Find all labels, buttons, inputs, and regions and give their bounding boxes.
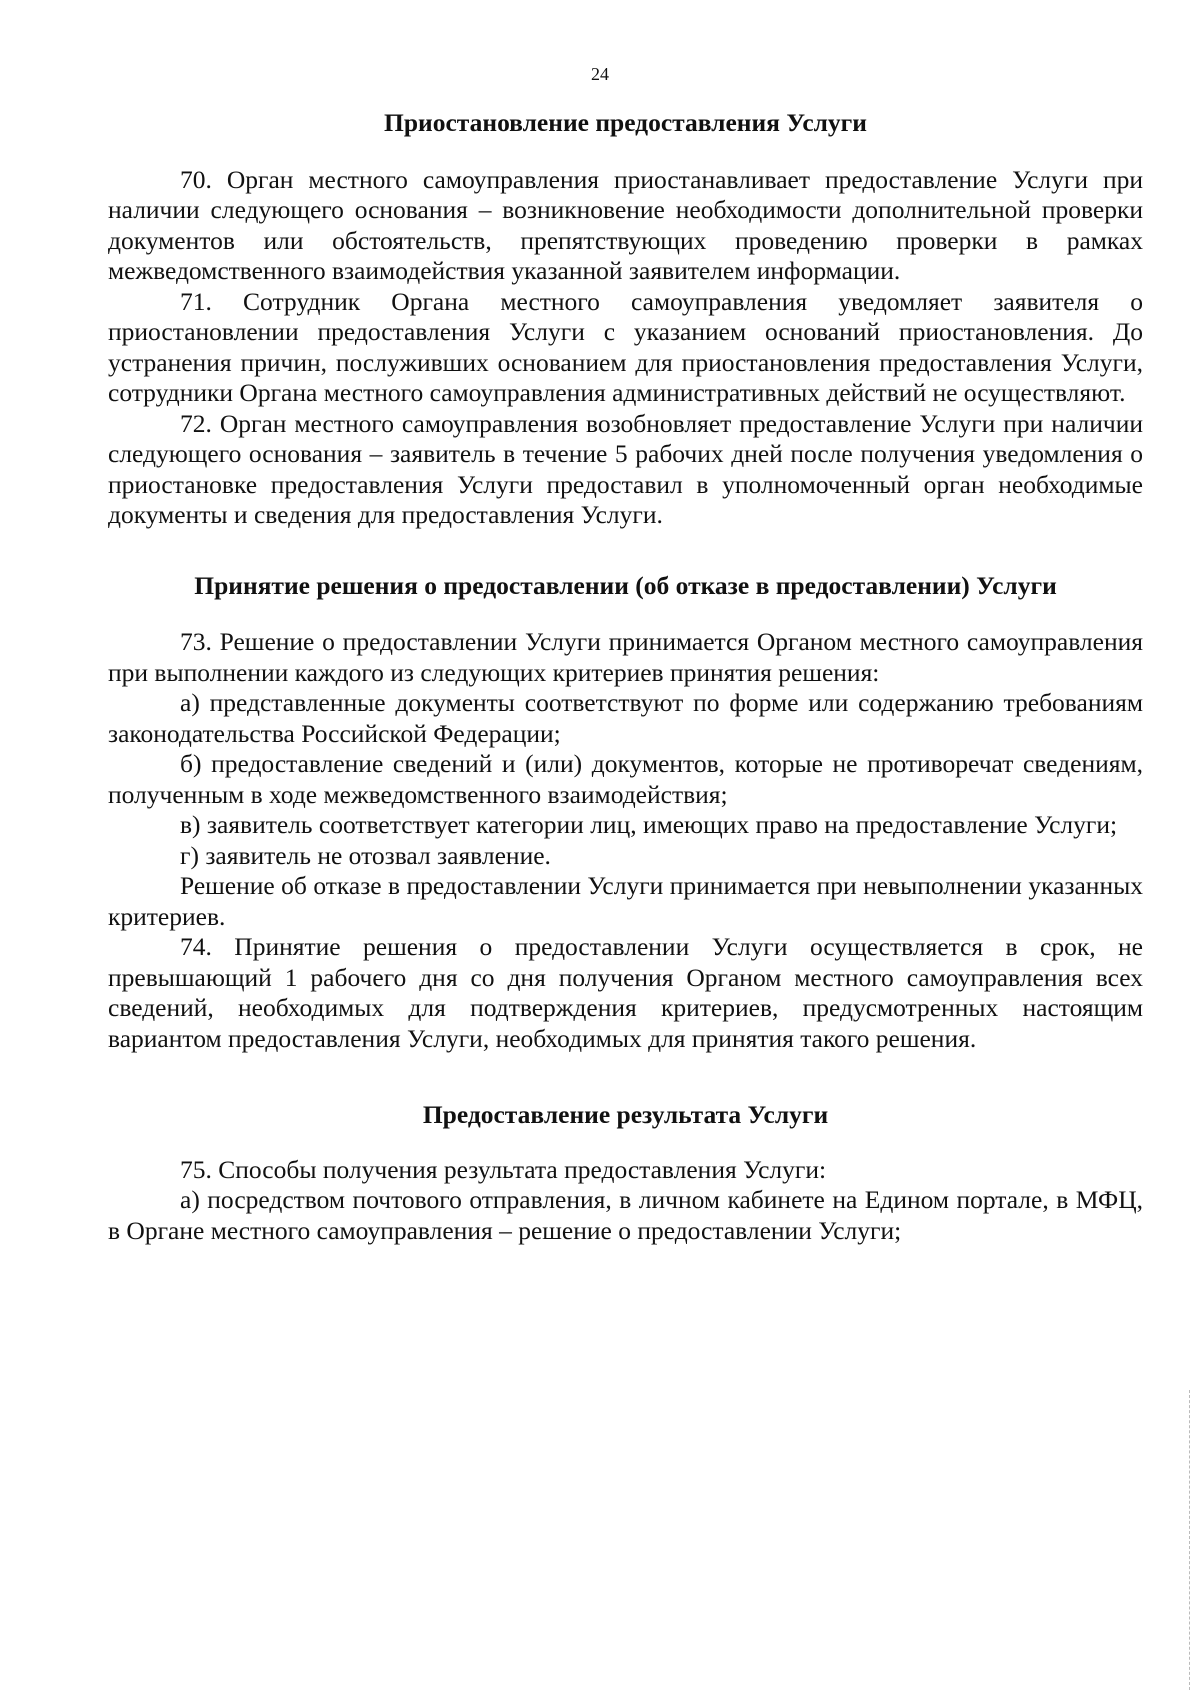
refusal-paragraph: Решение об отказе в предоставлении Услуги принимается при невыполнении указанных критериев. — [108, 871, 1143, 931]
section-heading-decision: Принятие решения о предоставлении (об отказе в предоставлении) Услуги — [194, 570, 1057, 600]
paragraph-70: 70. Орган местного самоуправления приостанавливает предоставление Услуги при наличии следующего основания – возникновение необходимости дополнительной проверки документов или обстоятельств, препятствующих проведению проверки в рамках межведомственного взаимодействия указанной заявителем информации. — [108, 164, 1143, 286]
criterion-g: г) заявитель не отозвал заявление. — [180, 840, 551, 870]
scan-edge-mark — [1189, 1390, 1190, 1690]
criterion-v: в) заявитель соответствует категории лиц, имеющих право на предоставление Услуги; — [180, 810, 1118, 840]
paragraph-75: 75. Способы получения результата предоставления Услуги: — [180, 1154, 827, 1184]
paragraph-74: 74. Принятие решения о предоставлении Услуги осуществляется в срок, не превышающий 1 рабочего дня со дня получения Органом местного самоуправления всех сведений, необходимых для подтверждения критериев, предусмотренных настоящим вариантом предоставления Услуги, необходимых для принятия такого решения. — [108, 932, 1143, 1053]
paragraph-71: 71. Сотрудник Органа местного самоуправления уведомляет заявителя о приостановлении предоставления Услуги с указанием оснований приостановления. До устранения причин, послуживших основанием для приостановления предоставления Услуги, сотрудники Органа местного самоуправления административных действий не осуществляют. — [108, 286, 1143, 408]
page-number: 24 — [591, 64, 609, 84]
document-body — [108, 108, 1143, 1246]
paragraph-73: 73. Решение о предоставлении Услуги принимается Органом местного самоуправления при выполнении каждого из следующих критериев принятия решения: — [108, 627, 1143, 687]
section-heading-suspension: Приостановление предоставления Услуги — [384, 108, 867, 137]
criterion-a: а) представленные документы соответствуют по форме или содержанию требованиям законодательства Российской Федерации; — [108, 688, 1143, 748]
section-heading-result: Предоставление результата Услуги — [422, 1100, 829, 1130]
paragraph-72: 72. Орган местного самоуправления возобновляет предоставление Услуги при наличии следующего основания – заявитель в течение 5 рабочих дней после получения уведомления о приостановке предоставления Услуги предоставил в уполномоченный орган необходимые документы и сведения для предоставления Услуги. — [108, 408, 1143, 530]
criterion-b: б) предоставление сведений и (или) документов, которые не противоречат сведениям, полученным в ходе межведомственного взаимодействия; — [108, 749, 1143, 809]
result-method-a: а) посредством почтового отправления, в личном кабинете на Едином портале, в МФЦ, в Органе местного самоуправления – решение о предоставлении Услуги; — [108, 1185, 1143, 1245]
